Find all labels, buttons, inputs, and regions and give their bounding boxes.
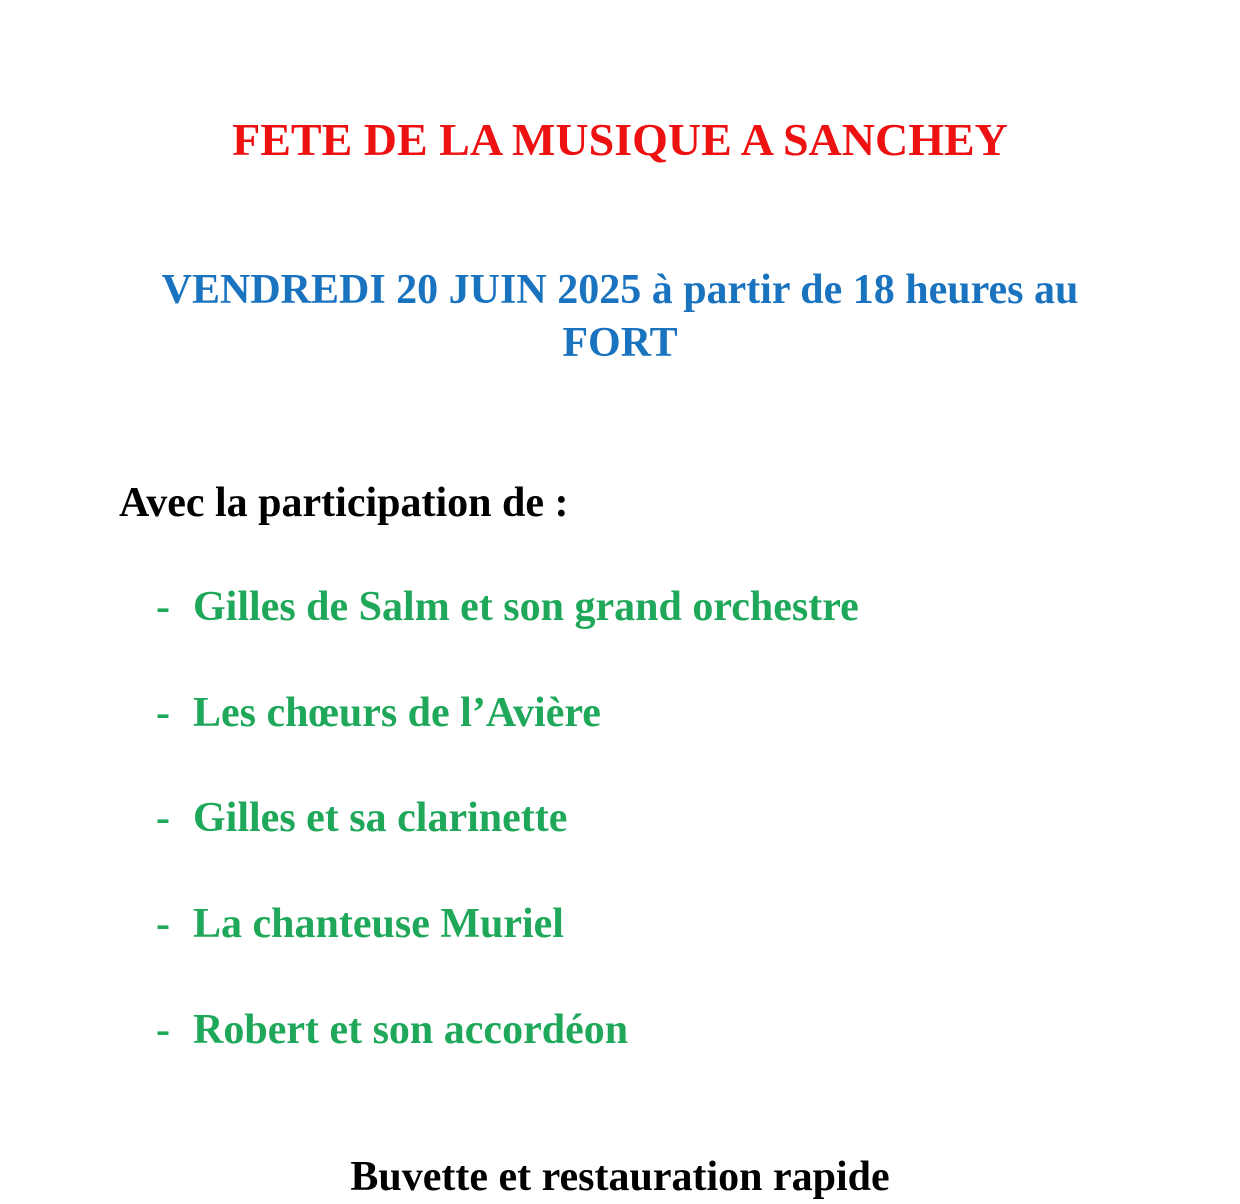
performer-name: Robert et son accordéon [193,1007,629,1053]
performer-name: Gilles et sa clarinette [193,795,568,841]
participation-intro: Avec la participation de : [119,480,569,526]
bullet-dash: - [156,690,170,736]
event-date-line-1: VENDREDI 20 JUIN 2025 à partir de 18 heures au [161,267,1079,313]
bullet-dash: - [156,795,170,841]
bullet-dash: - [156,584,170,630]
bullet-dash: - [156,1007,170,1053]
refreshments-note: Buvette et restauration rapide [350,1154,890,1200]
performer-name: Gilles de Salm et son grand orchestre [193,584,859,630]
bullet-dash: - [156,901,170,947]
event-date-time [0,264,1240,370]
performer-name: Les chœurs de l’Avière [193,690,601,736]
performer-name: La chanteuse Muriel [193,901,564,947]
event-date-line-2: FORT [562,320,678,366]
event-title: FETE DE LA MUSIQUE A SANCHEY [232,114,1008,165]
